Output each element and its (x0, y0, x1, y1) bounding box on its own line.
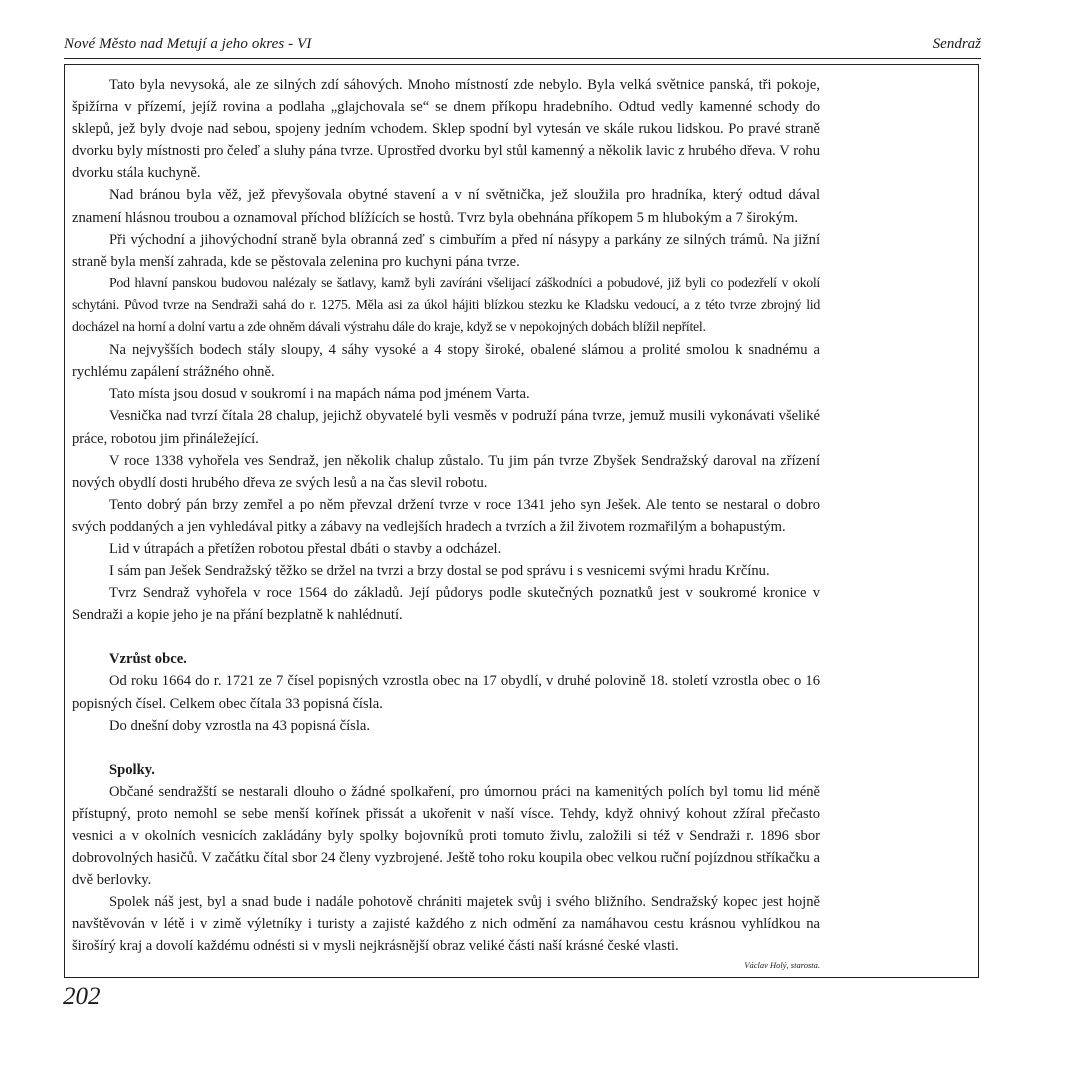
section-heading-growth: Vzrůst obce. (109, 651, 187, 668)
page-body (72, 74, 820, 971)
paragraph: Lid v útrapách a přetížen robotou přestal dbáti o stavby a odcházel. (109, 540, 502, 557)
paragraph: Tato byla nevysoká, ale ze silných zdí sáhových. Mnoho místností zde nebylo. Byla velká světnice panská, tři pokoje, špižírna v přízemí, jejíž rovina a podlaha „glajchovala se“ se dnem příkopu hradebního. Odtud vedly kamenné schody do sklepů, jež byly dvoje nad sebou, spojeny jedním vchodem. Sklep spodní byl vytesán ve skále rukou lidskou. Po pravé straně dvorku byly místnosti pro čeleď a sluhy pána tvrze. Uprostřed dvorku byl stůl kamenný a několik lavic z hrubého dřeva. V rohu dvorku stála kuchyně. (72, 77, 820, 182)
running-header-title: Nové Město nad Metují a jeho okres - VI (64, 36, 312, 52)
paragraph: Při východní a jihovýchodní straně byla obranná zeď s cimbuřím a před ní násypy a parkány ze silných trámů. Na jižní straně byla menší zahrada, kde se pěstovala zelenina pro kuchyni pána tvrze. (72, 231, 820, 270)
header-rule (64, 58, 981, 59)
paragraph: Vesnička nad tvrzí čítala 28 chalup, jejichž obyvatelé byli vesměs v podruží pána tvrze, jemuž musili vykonávati všeliké práce, robotou jim přináležející. (72, 408, 820, 447)
paragraph: V roce 1338 vyhořela ves Sendraž, jen několik chalup zůstalo. Tu jim pán tvrze Zbyšek Sendražský daroval na zřízení nových obydlí dosti hrubého dřeva ze svých lesů a na čas slevil robotu. (72, 452, 820, 491)
paragraph: I sám pan Ješek Sendražský těžko se držel na tvrzi a brzy dostal se pod správu i s vesnicemi svými hradu Krčínu. (109, 563, 770, 580)
paragraph: Pod hlavní panskou budovou nalézaly se šatlavy, kamž byli zavíráni všelijací záškodníci a pobudové, již byli co podezřelí v okolí schytáni. Původ tvrze na Sendraži sahá do r. 1275. Měla asi za úkol hájiti blízkou stezku ke Kladsku vedoucí, a z této tvrze zbrojný lid docházel na horní a dolní vartu a zde ohněm dávali výstrahu dále do kraje, když se v nepokojných dobách blížil nepřítel. (72, 275, 820, 336)
section-heading-clubs: Spolky. (109, 761, 155, 778)
running-header-section: Sendraž (932, 36, 981, 52)
paragraph: Tento dobrý pán brzy zemřel a po něm převzal držení tvrze v roce 1341 jeho syn Ješek. Ale tento se nestaral o dobro svých poddaných a jen vyhledával pitky a zábavy na vedlejších hradech a tvrzích a žil životem rozmařilým a bohapustým. (72, 496, 820, 535)
paragraph: Do dnešní doby vzrostla na 43 popisná čísla. (109, 717, 371, 734)
paragraph: Tvrz Sendraž vyhořela v roce 1564 do základů. Její půdorys podle skutečných poznatků jest v soukromé kronice v Sendraži a kopie jeho je na přání bezplatně k nahlédnutí. (72, 585, 820, 624)
paragraph: Nad bránou byla věž, jež převyšovala obytné stavení a v ní světnička, jež sloužila pro hradníka, který odtud dával znamení hlásnou troubou a oznamoval příchod blížících se hostů. Tvrz byla obehnána příkopem 5 m hlubokým a 7 širokým. (72, 187, 820, 226)
paragraph: Od roku 1664 do r. 1721 ze 7 čísel popisných vzrostla obec na 17 obydlí, v druhé polovině 18. století vzrostla obec o 16 popisných čísel. Celkem obec čítala 33 popisná čísla. (72, 673, 820, 712)
paragraph: Občané sendražští se nestarali dlouho o žádné spolkaření, pro úmornou práci na kamenitých polích byl tomu lid méně přístupný, proto nemohl se sebe menší kořínek přissát a ukořenit v naší vísce. Tehdy, když ohnivý kohout zžíral přečasto vesnici a v okolních vesnicích zakládány byly spolky bojovníků proti tomuto živlu, založili si též v Sendraži r. 1896 sbor dobrovolných hasičů. V začátku čítal sbor 24 členy vyzbrojené. Ještě toho roku koupila obec velkou ruční pojízdnou stříkačku a dvě berlovky. (72, 783, 820, 889)
page-number: 202 (63, 983, 101, 1010)
paragraph: Na nejvyšších bodech stály sloupy, 4 sáhy vysoké a 4 stopy široké, obalené slámou a prolité smolou k snadnému a rychlému zapálení strážného ohně. (72, 342, 820, 381)
signature: Václav Holý, starosta. (744, 959, 820, 970)
paragraph: Tato místa jsou dosud v soukromí i na mapách náma pod jménem Varta. (109, 386, 530, 403)
paragraph: Spolek náš jest, byl a snad bude i nadále pohotově chrániti majetek svůj i svého bližního. Sendražský kopec jest hojně navštěvován v létě i v zimě výletníky i turisty a zajisté každého z nich odmění za namáhavou cestu krásnou vyhlídkou na širošírý kraj a dovolí každému odnésti si v mysli nejkrásnější obraz veliké části naší krásné české vlasti. (72, 894, 820, 955)
